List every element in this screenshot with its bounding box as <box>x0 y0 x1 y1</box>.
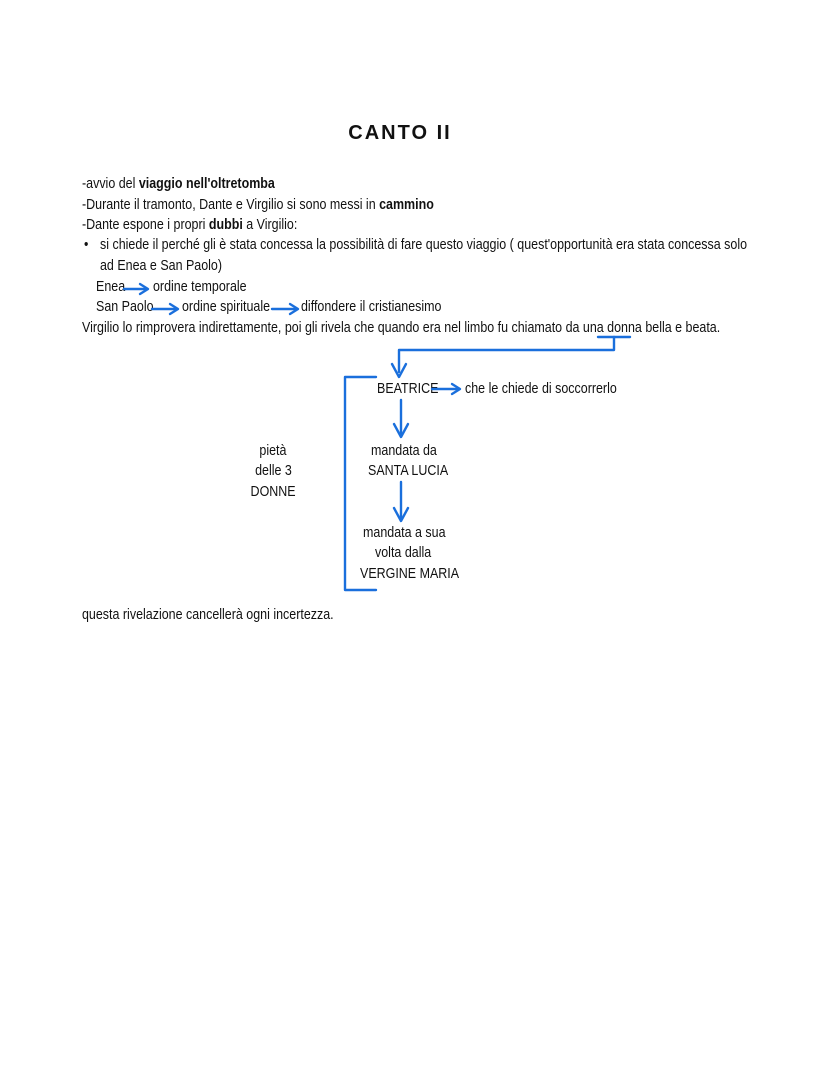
text-line-3-c: a Virgilio: <box>242 217 298 233</box>
maria-line-2: volta dalla <box>375 545 432 561</box>
paolo-label: San Paolo <box>96 299 154 315</box>
lucia-line-1: mandata da <box>371 443 437 459</box>
paolo-desc-2: diffondere il cristianesimo <box>301 299 442 315</box>
enea-desc: ordine temporale <box>153 279 247 295</box>
maria-line-1: mandata a sua <box>363 525 446 541</box>
lucia-line-2: SANTA LUCIA <box>368 463 449 479</box>
text-line-3-a: -Dante espone i propri <box>82 217 209 233</box>
text-line-8: Virgilio lo rimprovera indirettamente, poi gli rivela che quando era nel limbo fu chiamato da una donna bella e beata. <box>82 320 721 336</box>
bullet-marker: • <box>84 237 89 253</box>
beatrice-desc: che le chiede di soccorrerlo <box>465 381 617 397</box>
text-line-1-bold: viaggio nell'oltretomba <box>138 176 275 192</box>
bracket-three-women <box>345 377 376 590</box>
beatrice-label: BEATRICE <box>377 381 439 397</box>
arrow-down-maria-icon <box>394 482 408 521</box>
closing-line: questa rivelazione cancellerà ogni incertezza. <box>82 607 334 623</box>
text-line-4: si chiede il perché gli è stata concessa la possibilità di fare questo viaggio ( quest'opportunità era stata concessa solo <box>100 237 748 253</box>
enea-label: Enea <box>96 279 126 295</box>
page-title: CANTO II <box>348 122 452 144</box>
side-label-3: DONNE <box>250 484 296 500</box>
maria-line-3: VERGINE MARIA <box>360 566 460 582</box>
paolo-desc: ordine spirituale <box>182 299 271 315</box>
text-line-2-bold: cammino <box>379 197 434 213</box>
text-line-3-bold: dubbi <box>208 217 243 233</box>
arrow-beatrice-icon <box>432 384 460 394</box>
text-line-1-a: -avvio del <box>82 176 139 192</box>
arrow-down-lucia-icon <box>394 400 408 437</box>
arrow-paolo-icon <box>152 304 178 314</box>
side-label-2: delle 3 <box>255 463 292 479</box>
arrow-spirituale-icon <box>272 304 298 314</box>
text-line-2-a: -Durante il tramonto, Dante e Virgilio si sono messi in <box>82 197 380 213</box>
donna-underline-connector <box>392 337 630 377</box>
side-label-1: pietà <box>259 443 287 459</box>
text-line-5: ad Enea e San Paolo) <box>100 258 223 274</box>
arrow-enea-icon <box>124 284 148 294</box>
